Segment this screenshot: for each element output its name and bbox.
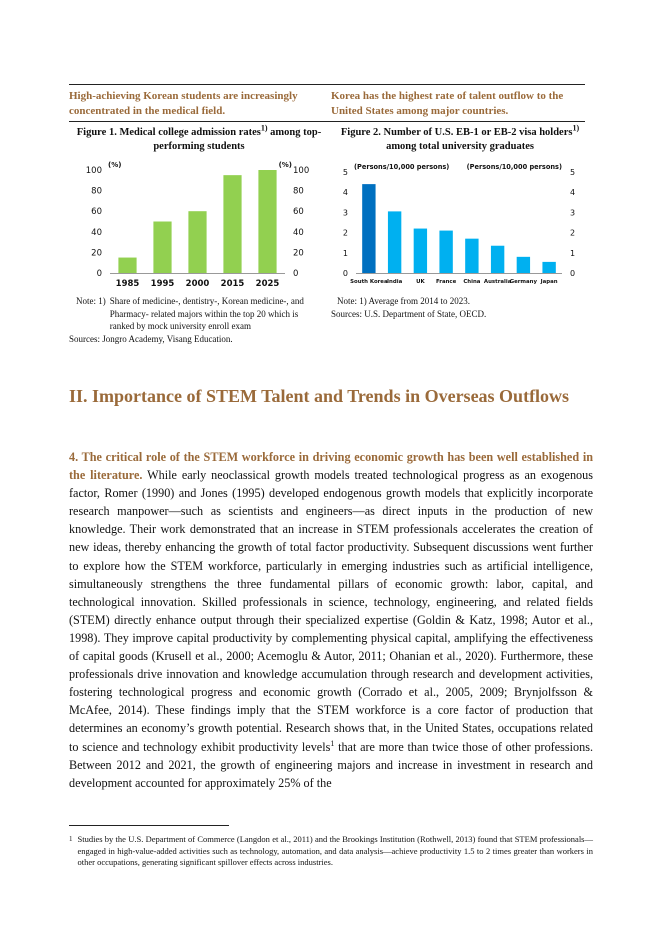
bar-1995 <box>153 222 171 274</box>
top-rule <box>69 84 585 85</box>
figure2-chart <box>334 156 586 292</box>
y-tick-left: 0 <box>342 269 348 278</box>
x-tick-label: Germany <box>509 279 538 285</box>
x-tick-label: 2015 <box>220 279 245 289</box>
x-tick-label: 1985 <box>115 279 140 289</box>
bar-2025 <box>258 170 276 273</box>
x-tick-label: UK <box>416 279 425 285</box>
x-tick-label: France <box>435 279 457 285</box>
y-tick-left: 1 <box>342 248 348 258</box>
y-tick-left: 80 <box>91 186 102 197</box>
y-tick-left: 2 <box>342 228 348 238</box>
footnote-mark: 1 <box>69 835 73 843</box>
unit-left: (%) <box>108 161 122 169</box>
unit-left: (Persons/10,000 persons) <box>354 163 450 171</box>
x-tick-label: India <box>387 279 403 285</box>
y-tick-left: 100 <box>85 166 102 176</box>
y-tick-left: 40 <box>91 227 102 238</box>
x-tick-label: 2025 <box>255 279 280 289</box>
y-tick-left: 60 <box>91 207 102 218</box>
bar-2000 <box>188 211 206 273</box>
y-tick-right: 5 <box>570 168 576 177</box>
y-tick-right: 40 <box>293 227 304 238</box>
bar-japan <box>542 262 555 273</box>
bar-1985 <box>118 258 136 273</box>
y-tick-right: 0 <box>293 269 299 279</box>
bar-uk <box>414 229 427 273</box>
x-tick-label: China <box>463 279 481 285</box>
bar-india <box>388 211 401 273</box>
bar-south-korea <box>362 184 375 273</box>
figure2-note: Note: 1) Average from 2014 to 2023. <box>337 296 471 306</box>
figure2-title: Figure 2. Number of U.S. EB-1 or EB-2 visa holders$^{1)}$ among total university graduates <box>340 123 580 152</box>
y-tick-left: 5 <box>342 168 348 177</box>
bar-china <box>465 239 478 273</box>
footnote-rule <box>69 825 229 826</box>
bar-germany <box>517 257 530 273</box>
y-tick-right: 2 <box>570 228 576 238</box>
y-tick-right: 60 <box>293 207 304 218</box>
body-paragraph <box>69 448 593 792</box>
figure1-note-label: Note: 1) <box>76 296 106 306</box>
y-tick-right: 20 <box>293 248 304 259</box>
bar-australia <box>491 246 504 273</box>
unit-right: (Persons/10,000 persons) <box>466 163 562 171</box>
figure1-title: Figure 1. Medical college admission rates$^{1)}$ among top-performing students <box>76 123 322 152</box>
footnote-ref[interactable]: 1 <box>330 738 335 748</box>
figure2-sources: Sources: U.S. Department of State, OECD. <box>331 308 487 319</box>
takeaway-left: High-achieving Korean students are increasingly concentrated in the medical field. <box>69 90 298 117</box>
y-tick-left: 3 <box>342 208 348 218</box>
y-tick-right: 3 <box>570 208 576 218</box>
y-tick-right: 100 <box>293 166 310 176</box>
footnote-text: Studies by the U.S. Department of Commerce (Langdon et al., 2011) and the Brookings Institution (Rothwell, 2013) found that STEM professionals—engaged in high-value-added activities such as technology, automation, and data analysis—achieve productivity 1.5 to 2 times greater than workers in other occupations, generating significant spillover effects across industries. <box>77 834 593 867</box>
unit-right: (%) <box>278 161 292 169</box>
mid-rule <box>69 121 585 122</box>
y-tick-left: 0 <box>96 269 102 279</box>
x-tick-label: South Korea <box>350 279 388 285</box>
x-tick-label: 1995 <box>150 279 175 289</box>
paragraph-body-cont: that are more than twice those of other professions. Between 2012 and 2021, the growth of engineering majors and increase in investment in research and development accounted for approximately 25% of the <box>69 739 593 790</box>
bar-france <box>439 231 452 273</box>
footnote <box>69 834 593 869</box>
section-title: II. Importance of STEM Talent and Trends in Overseas Outflows <box>69 386 570 406</box>
y-tick-right: 80 <box>293 186 304 197</box>
figure1-note <box>76 295 321 333</box>
bar-2015 <box>223 175 241 273</box>
paragraph-lead: 4. The critical role of the STEM workforce in driving economic growth has been well established in the literature. <box>69 450 593 483</box>
y-tick-left: 20 <box>91 248 102 259</box>
y-tick-right: 0 <box>570 269 576 278</box>
takeaway-right: Korea has the highest rate of talent outflow to the United States among major countries. <box>331 90 564 117</box>
y-tick-right: 4 <box>570 188 576 198</box>
paragraph-body: While early neoclassical growth models treated technological progress as an exogenous factor, Romer (1990) and Jones (1995) developed endogenous growth models that explicitly incorporate research manpower—such as scientists and engineers—as direct inputs in the production of new knowledge. Their work demonstrated that an increase in STEM professionals accelerates the creation of new ideas, thereby enhancing the growth of total factor productivity. Subsequent discussions went further to explore how the STEM workforce, particularly in emerging industries such as artificial intelligence, simultaneously strengthens the three fundamental pillars of economic growth: labor, capital, and technological innovation. Skilled professionals in science, technology, engineering, and related fields (STEM) directly enhance output through their specialized expertise (Goldin & Katz, 1998; Autor et al., 1998). They improve capital productivity by complementing physical capital, amplifying the effectiveness of capital goods (Krusell et al., 2000; Acemoglu & Autor, 2011; Ohanian et al., 2020). Furthermore, these professionals drive innovation and knowledge accumulation through research and development activities, fostering technological progress and economic growth (Corrado et al., 2005, 2009; Brynjolfsson & McAfee, 2014). These findings imply that the STEM workforce is a core factor of production that determines an economy’s growth potential. Research shows that, in the United States, occupations related to science and technology exhibit productivity levels <box>69 468 593 754</box>
figure1-sources: Sources: Jongro Academy, Visang Education. <box>69 334 233 344</box>
x-tick-label: 2000 <box>185 279 210 289</box>
y-tick-right: 1 <box>570 248 576 258</box>
x-tick-label: Japan <box>540 279 558 285</box>
figure1-chart <box>80 156 325 292</box>
figure1-note-text: Share of medicine-, dentistry-, Korean medicine-, and Pharmacy- related majors within the top 20 which is ranked by mock university enroll exam <box>109 296 304 331</box>
x-tick-label: Australia <box>483 279 512 285</box>
y-tick-left: 4 <box>342 188 348 198</box>
